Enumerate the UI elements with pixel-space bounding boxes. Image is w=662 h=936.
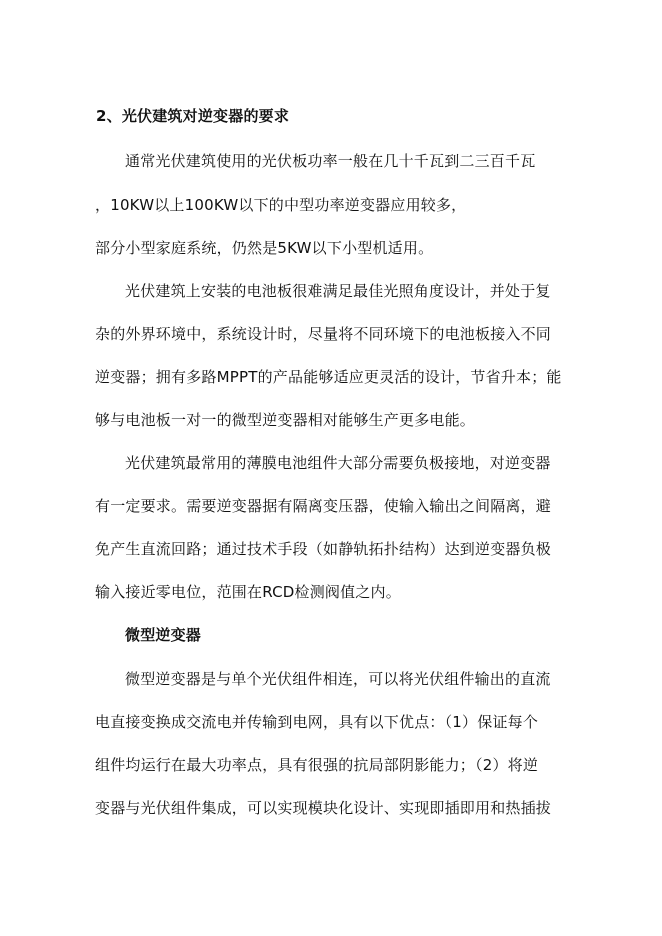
paragraph-4-line-2: 电直接变换成交流电并传输到电网，具有以下优点：（1）保证每个 [95, 713, 539, 731]
paragraph-1-line-2: ，10KW以上100KW以下的中型功率逆变器应用较多， [95, 196, 467, 214]
subheading-micro-inverter: 微型逆变器 [125, 626, 202, 644]
paragraph-4-line-3: 组件均运行在最大功率点，具有很强的抗局部阴影能力；（2）将逆 [95, 756, 539, 774]
paragraph-1-line-3: 部分小型家庭系统，仍然是5KW以下小型机适用。 [95, 239, 434, 257]
paragraph-2-line-2: 杂的外界环境中，系统设计时，尽量将不同环境下的电池板接入不同 [95, 325, 552, 343]
paragraph-4-line-1: 微型逆变器是与单个光伏组件相连，可以将光伏组件输出的直流 [125, 670, 551, 688]
paragraph-3-line-2: 有一定要求。需要逆变器据有隔离变压器，使输入输出之间隔离，避 [95, 497, 552, 515]
paragraph-2-line-3: 逆变器；拥有多路MPPT的产品能够适应更灵活的设计，节省升本；能 [95, 368, 562, 386]
paragraph-3-line-3: 免产生直流回路；通过技术手段（如静轨拓扑结构）达到逆变器负极 [95, 540, 552, 558]
paragraph-2-line-4: 够与电池板一对一的微型逆变器相对能够生产更多电能。 [95, 411, 476, 429]
section-heading: 2、光伏建筑对逆变器的要求 [96, 107, 290, 125]
paragraph-4-line-4: 变器与光伏组件集成，可以实现模块化设计、实现即插即用和热插拔 [95, 799, 552, 817]
paragraph-2-line-1: 光伏建筑上安装的电池板很难满足最佳光照角度设计，并处于复 [125, 282, 551, 300]
paragraph-3-line-1: 光伏建筑最常用的薄膜电池组件大部分需要负极接地，对逆变器 [125, 454, 551, 472]
paragraph-1-line-1: 通常光伏建筑使用的光伏板功率一般在几十千瓦到二三百千瓦 [125, 152, 536, 170]
paragraph-3-line-4: 输入接近零电位，范围在RCD检测阀值之内。 [95, 583, 401, 601]
